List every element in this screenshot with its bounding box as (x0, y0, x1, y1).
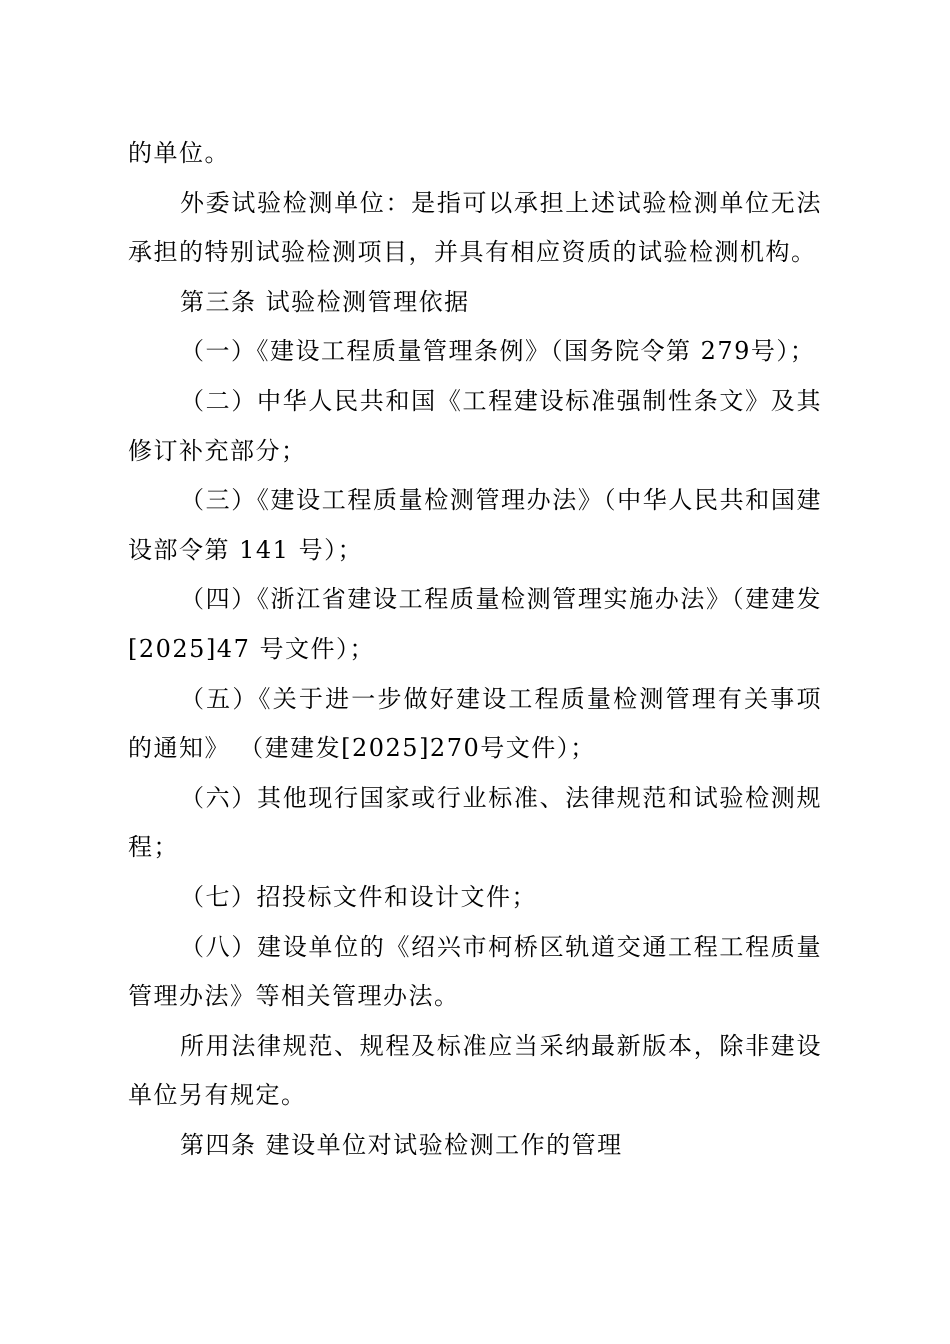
basis-item-3: （三）《建设工程质量检测管理办法》（中华人民共和国建设部令第 141 号）； (128, 486, 822, 564)
article-4-heading: 第四条 建设单位对试验检测工作的管理 (180, 1130, 623, 1159)
paragraph-latest-version: 所用法律规范、规程及标准应当采纳最新版本，除非建设单位另有规定。 (128, 1031, 822, 1110)
basis-item-8: （八）建设单位的《绍兴市柯桥区轨道交通工程工程质量管理办法》等相关管理办法。 (128, 932, 822, 1011)
document-body (128, 129, 822, 1170)
basis-item-1: （一）《建设工程质量管理条例》（国务院令第 279号）； (180, 337, 816, 366)
paragraph-external-testing-unit: 外委试验检测单位：是指可以承担上述试验检测单位无法承担的特别试验检测项目，并具有相应资质的试验检测机构。 (128, 188, 822, 267)
basis-item-7: （七）招投标文件和设计文件； (180, 882, 537, 911)
basis-item-4: （四）《浙江省建设工程质量检测管理实施办法》（建建发[2025]47 号文件）； (128, 585, 822, 663)
paragraph-continued: 的单位。 (128, 139, 230, 167)
basis-item-6: （六）其他现行国家或行业标准、法律规范和试验检测规程； (128, 783, 822, 862)
basis-item-2: （二）中华人民共和国《工程建设标准强制性条文》及其修订补充部分； (128, 386, 822, 465)
article-3-heading: 第三条 试验检测管理依据 (180, 287, 470, 316)
basis-item-5: （五）《关于进一步做好建设工程质量检测管理有关事项的通知》 （建建发[2025]270号文件）； (128, 684, 822, 763)
